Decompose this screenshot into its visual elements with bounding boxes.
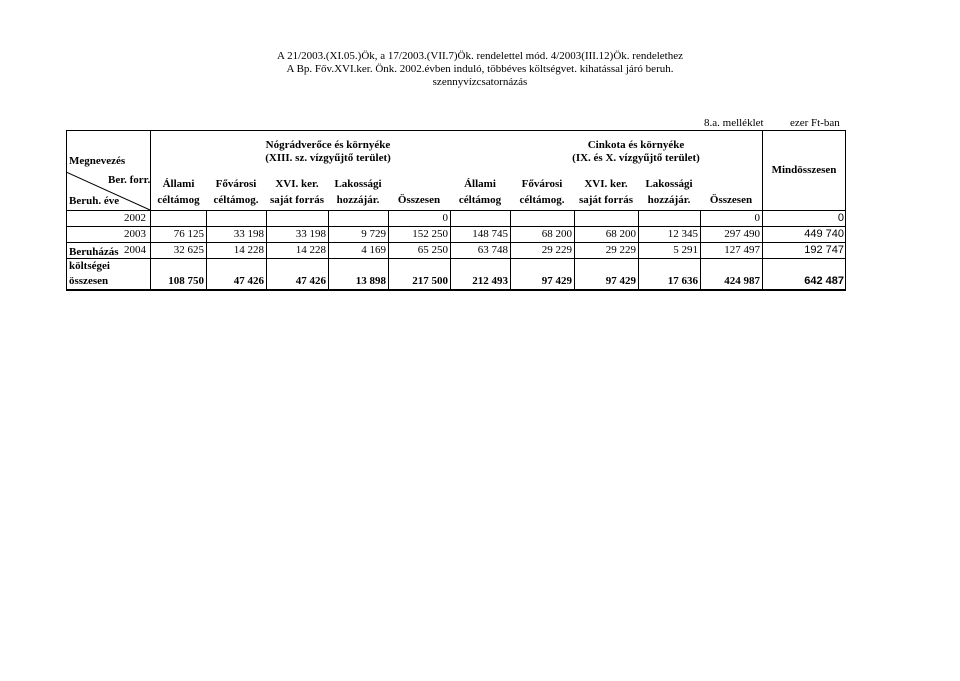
- total-value-cell: 97 429: [541, 275, 572, 287]
- col-header-top: Állami: [162, 178, 195, 190]
- beruh-eve-label: Beruh. éve: [69, 195, 120, 207]
- value-cell: 65 250: [417, 244, 448, 256]
- total-value-cell: 217 500: [412, 275, 448, 287]
- col-header-bottom: saját forrás: [578, 194, 634, 206]
- col-header-bottom: céltámog.: [213, 194, 259, 206]
- col-header-top: Állami: [464, 178, 496, 190]
- col-header-bottom: Összesen: [709, 194, 753, 206]
- col-header-bottom: hozzájár.: [647, 194, 691, 206]
- total-value-cell: 47 426: [295, 275, 326, 287]
- value-cell: 68 200: [541, 228, 572, 240]
- value-cell: 68 200: [605, 228, 636, 240]
- total-label-line3: összesen: [69, 275, 109, 287]
- col-header-top: Lakossági: [645, 178, 693, 190]
- ber-forr-label: Ber. forr.: [108, 174, 151, 186]
- total-value-cell: 47 426: [233, 275, 264, 287]
- value-cell: 0: [754, 212, 760, 224]
- col-header-top: XVI. ker.: [584, 178, 628, 190]
- value-cell: 33 198: [295, 228, 326, 240]
- col-header-bottom: céltámog: [157, 194, 200, 206]
- total-cell: 192 747: [804, 244, 844, 256]
- value-cell: 297 490: [724, 228, 760, 240]
- group2-title: Cinkota és környéke: [587, 139, 685, 151]
- unit-label: ezer Ft-ban: [790, 117, 840, 129]
- group1-title: Nógrádverőce és környéke: [265, 139, 391, 151]
- annex-label: 8.a. melléklet: [704, 117, 764, 129]
- col-header-bottom: hozzájár.: [336, 194, 380, 206]
- header-line-2: A Bp. Főv.XVI.ker. Önk. 2002.évben induló, többéves költségvet. kihatással járó beruh.: [286, 63, 674, 75]
- value-cell: 0: [442, 212, 448, 224]
- value-cell: 14 228: [233, 244, 264, 256]
- value-cell: 148 745: [472, 228, 508, 240]
- group1-subtitle: (XIII. sz. vízgyűjtő terület): [265, 152, 391, 164]
- value-cell: 76 125: [173, 228, 204, 240]
- value-cell: 14 228: [295, 244, 326, 256]
- col-header-bottom: saját forrás: [269, 194, 325, 206]
- row-year: 2002: [124, 212, 146, 224]
- value-cell: 152 250: [412, 228, 448, 240]
- row-year: 2004: [124, 244, 146, 256]
- header-line-1: A 21/2003.(XI.05.)Ök, a 17/2003.(VII.7)Ök. rendelettel mód. 4/2003(III.12)Ök. rendelethez: [277, 50, 683, 62]
- value-cell: 9 729: [361, 228, 386, 240]
- mindosszesen-header: Mindösszesen: [771, 164, 837, 176]
- col-header-bottom: Összesen: [397, 194, 441, 206]
- total-cell: 0: [837, 212, 844, 224]
- total-value-cell: 17 636: [667, 275, 698, 287]
- col-header-top: Fővárosi: [215, 178, 257, 190]
- value-cell: 63 748: [477, 244, 508, 256]
- grand-total-cell: 642 487: [804, 275, 844, 287]
- total-label-line2: költségei: [69, 260, 110, 272]
- row-year: 2003: [124, 228, 146, 240]
- total-cell: 449 740: [804, 228, 844, 240]
- total-value-cell: 108 750: [168, 275, 204, 287]
- value-cell: 33 198: [233, 228, 264, 240]
- col-header-bottom: céltámog.: [519, 194, 565, 206]
- col-header-top: XVI. ker.: [275, 178, 319, 190]
- col-header-top: Fővárosi: [521, 178, 563, 190]
- header-line-3: szennyvízcsatornázás: [432, 76, 528, 88]
- total-label-line1: Beruházás: [69, 246, 119, 258]
- col-header-bottom: céltámog: [458, 194, 502, 206]
- value-cell: 12 345: [667, 228, 698, 240]
- col-header-top: Lakossági: [334, 178, 382, 190]
- value-cell: 32 625: [173, 244, 204, 256]
- total-value-cell: 424 987: [724, 275, 760, 287]
- value-cell: 127 497: [724, 244, 760, 256]
- total-value-cell: 212 493: [472, 275, 508, 287]
- group2-subtitle: (IX. és X. vízgyűjtő terület): [572, 152, 700, 164]
- budget-table: [66, 130, 846, 290]
- value-cell: 4 169: [361, 244, 386, 256]
- total-value-cell: 13 898: [355, 275, 386, 287]
- value-cell: 29 229: [541, 244, 572, 256]
- value-cell: 5 291: [673, 244, 698, 256]
- value-cell: 29 229: [605, 244, 636, 256]
- total-value-cell: 97 429: [605, 275, 636, 287]
- megnevezes-label: Megnevezés: [69, 155, 126, 167]
